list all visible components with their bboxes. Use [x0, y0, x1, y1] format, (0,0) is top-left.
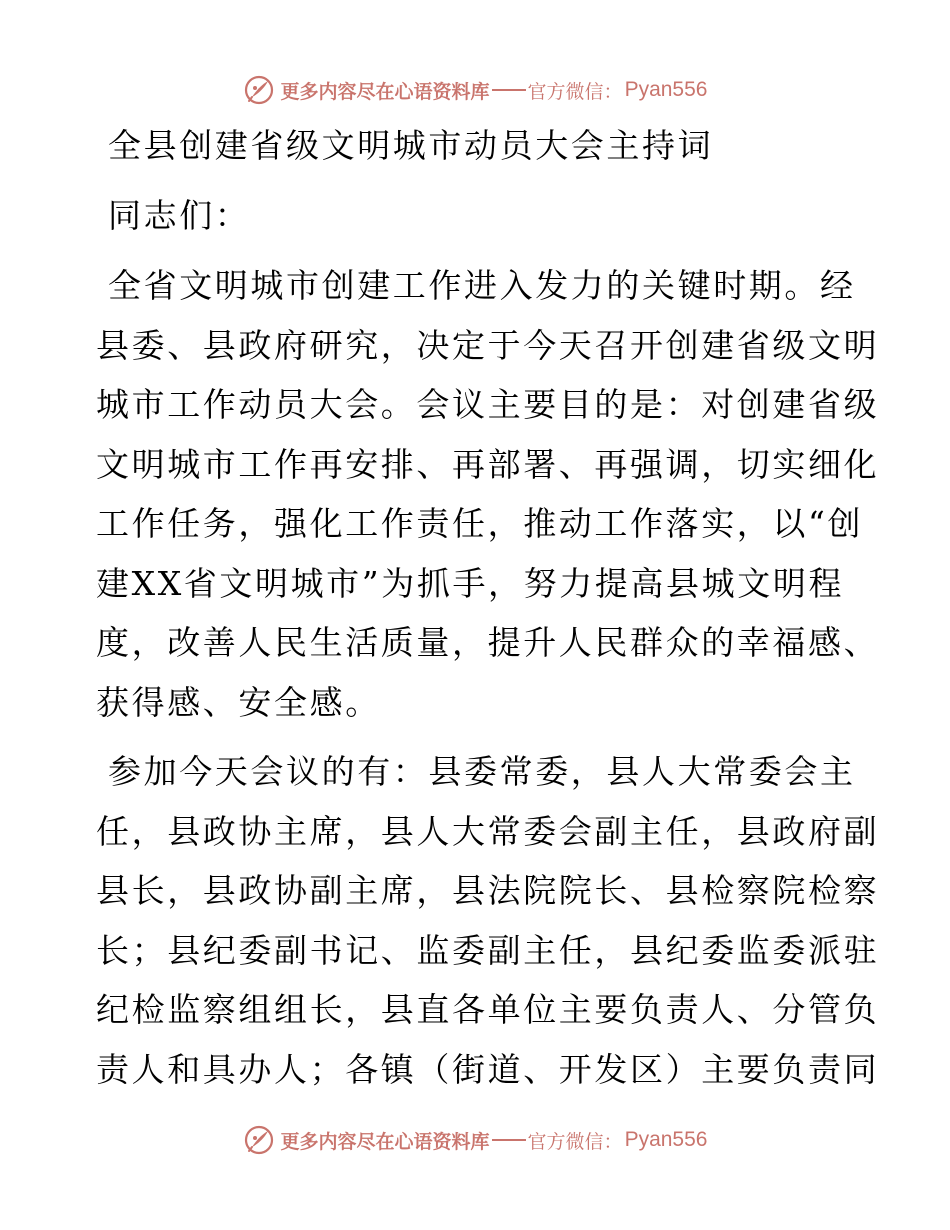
watermark-brand-text: 更多内容尽在心语资料库: [280, 1130, 490, 1153]
paragraph-line: 长；县纪委副书记、监委副主任，县纪委监委派驻: [96, 930, 880, 970]
paragraph-line: 县委、县政府研究，决定于今天召开创建省级文明: [96, 325, 880, 365]
salutation: 同志们：: [108, 196, 251, 235]
paragraph-line: 度，改善人民生活质量，提升人民群众的幸福感、: [96, 623, 880, 662]
document-body: [96, 116, 880, 1099]
watermark-wechat-label: 官方微信：: [527, 80, 623, 103]
watermark-wechat-id: Pyan556: [624, 78, 708, 101]
paragraph-line: 全省文明城市创建工作进入发力的关键时期。经: [108, 266, 856, 305]
paragraph-1: [96, 256, 880, 732]
paragraph-2: [96, 742, 880, 1099]
watermark-wechat-label: 官方微信：: [527, 1130, 623, 1153]
paragraph-line: 城市工作动员大会。会议主要目的是：对创建省级: [96, 385, 880, 424]
paragraph-line: 县长，县政协副主席，县法院院长、县检察院检察: [96, 871, 880, 910]
paragraph-line: 任，县政协主席，县人大常委会副主任，县政府副: [96, 811, 880, 851]
document-title: 全县创建省级文明城市动员大会主持词: [108, 126, 714, 165]
paragraph-line: 文明城市工作再安排、再部署、再强调，切实细化: [96, 444, 880, 484]
watermark-dash: [492, 1139, 526, 1141]
watermark-dash: [492, 89, 526, 91]
paragraph-line: 建XX省文明城市”为抓手，努力提高县城文明程: [96, 563, 845, 603]
paragraph-line: 责人和具办人；各镇（街道、开发区）主要负责同: [96, 1049, 880, 1089]
header-watermark: [0, 70, 950, 110]
watermark-brand-text: 更多内容尽在心语资料库: [280, 80, 490, 103]
paragraph-line: 纪检监察组组长，县直各单位主要负责人、分管负: [96, 990, 880, 1029]
paragraph-line: 参加今天会议的有：县委常委，县人大常委会主: [108, 752, 856, 791]
footer-watermark: [0, 1120, 950, 1160]
quill-logo-icon: [243, 1124, 275, 1156]
paragraph-line: 工作任务，强化工作责任，推动工作落实，以“创: [96, 504, 864, 543]
paragraph-line: 获得感、安全感。: [96, 682, 381, 722]
watermark-wechat-id: Pyan556: [624, 1128, 708, 1151]
quill-logo-icon: [243, 74, 275, 106]
